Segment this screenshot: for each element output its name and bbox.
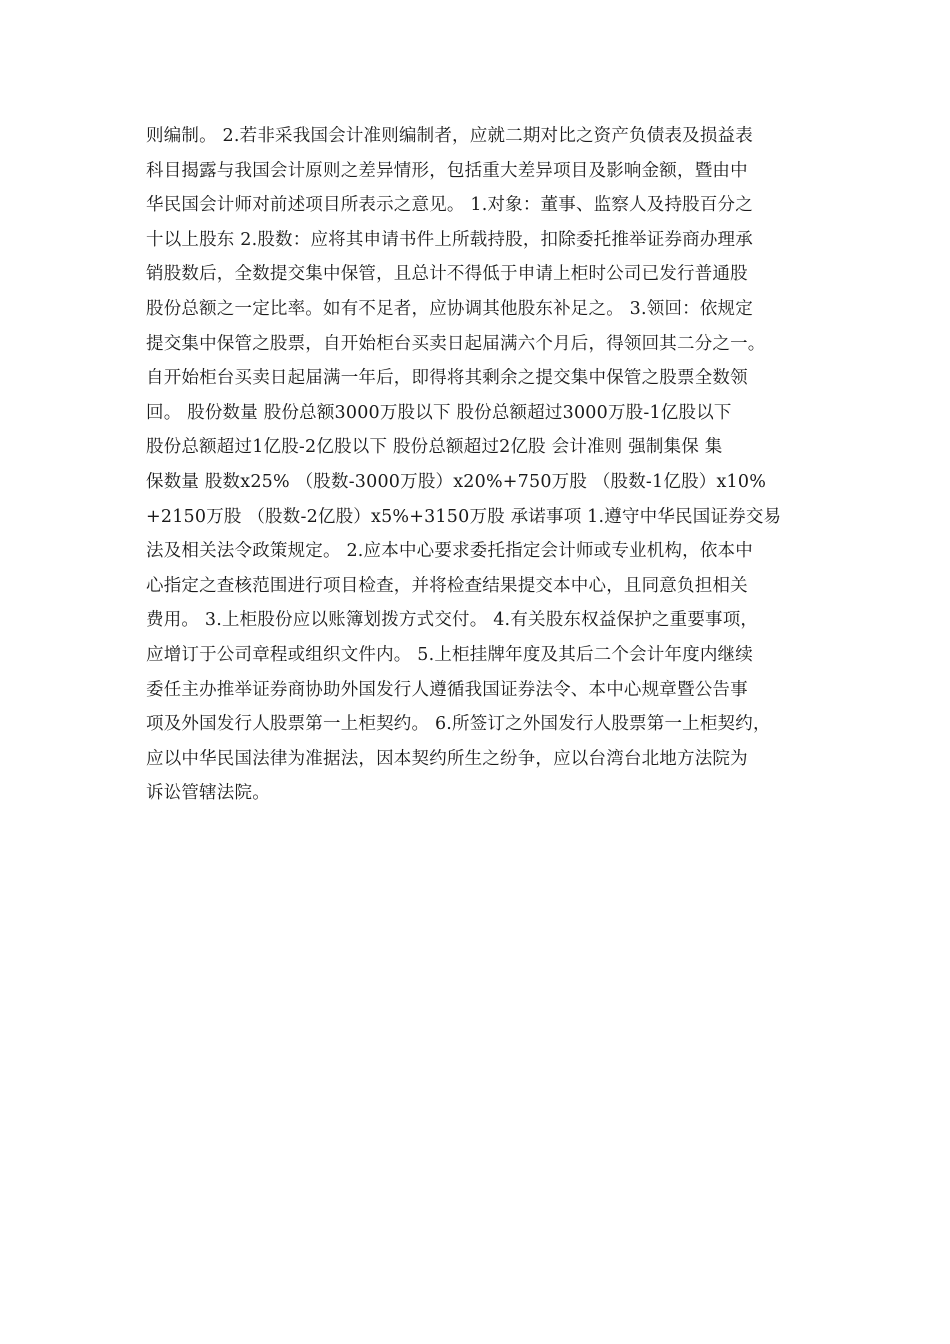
text-line: 华民国会计师对前述项目所表示之意见。 1.对象：董事、监察人及持股百分之 bbox=[146, 195, 753, 216]
text-line: +2150万股 （股数-2亿股）x5%+3150万股 承诺事项 1.遵守中华民国证券交易 bbox=[146, 506, 782, 527]
text-line: 股份总额之一定比率。如有不足者，应协调其他股东补足之。 3.领回：依规定 bbox=[146, 298, 753, 319]
text-line: 股份总额超过1亿股-2亿股以下 股份总额超过2亿股 会计准则 强制集保 集 bbox=[146, 437, 723, 458]
text-line: 心指定之查核范围进行项目检查，并将检查结果提交本中心，且同意负担相关 bbox=[146, 575, 748, 596]
text-line: 应增订于公司章程或组织文件内。 5.上柜挂牌年度及其后二个会计年度内继续 bbox=[146, 644, 753, 665]
text-line: 自开始柜台买卖日起届满一年后，即得将其剩余之提交集中保管之股票全数领 bbox=[146, 368, 748, 389]
text-line: 委任主办推举证券商协助外国发行人遵循我国证券法令、本中心规章暨公告事 bbox=[146, 679, 748, 700]
text-line: 应以中华民国法律为准据法，因本契约所生之纷争，应以台湾台北地方法院为 bbox=[146, 748, 748, 769]
text-line: 诉讼管辖法院。 bbox=[146, 783, 270, 804]
text-line: 提交集中保管之股票，自开始柜台买卖日起届满六个月后，得领回其二分之一。 bbox=[146, 333, 766, 354]
text-line: 保数量 股数x25% （股数-3000万股）x20%+750万股 （股数-1亿股）x10% bbox=[146, 471, 767, 492]
body-text bbox=[146, 119, 826, 811]
text-line: 销股数后，全数提交集中保管，且总计不得低于申请上柜时公司已发行普通股 bbox=[146, 264, 748, 285]
text-line: 法及相关法令政策规定。 2.应本中心要求委托指定会计师或专业机构，依本中 bbox=[146, 541, 753, 562]
text-line: 回。 股份数量 股份总额3000万股以下 股份总额超过3000万股-1亿股以下 bbox=[146, 402, 732, 423]
text-line: 费用。 3.上柜股份应以账簿划拨方式交付。 4.有关股东权益保护之重要事项， bbox=[146, 610, 759, 631]
text-line: 科目揭露与我国会计原则之差异情形，包括重大差异项目及影响金额，暨由中 bbox=[146, 160, 748, 181]
text-line: 十以上股东 2.股数：应将其申请书件上所载持股，扣除委托推举证券商办理承 bbox=[146, 229, 753, 250]
text-line: 项及外国发行人股票第一上柜契约。 6.所签订之外国发行人股票第一上柜契约， bbox=[146, 714, 771, 735]
text-line: 则编制。 2.若非采我国会计准则编制者，应就二期对比之资产负债表及损益表 bbox=[146, 126, 753, 146]
